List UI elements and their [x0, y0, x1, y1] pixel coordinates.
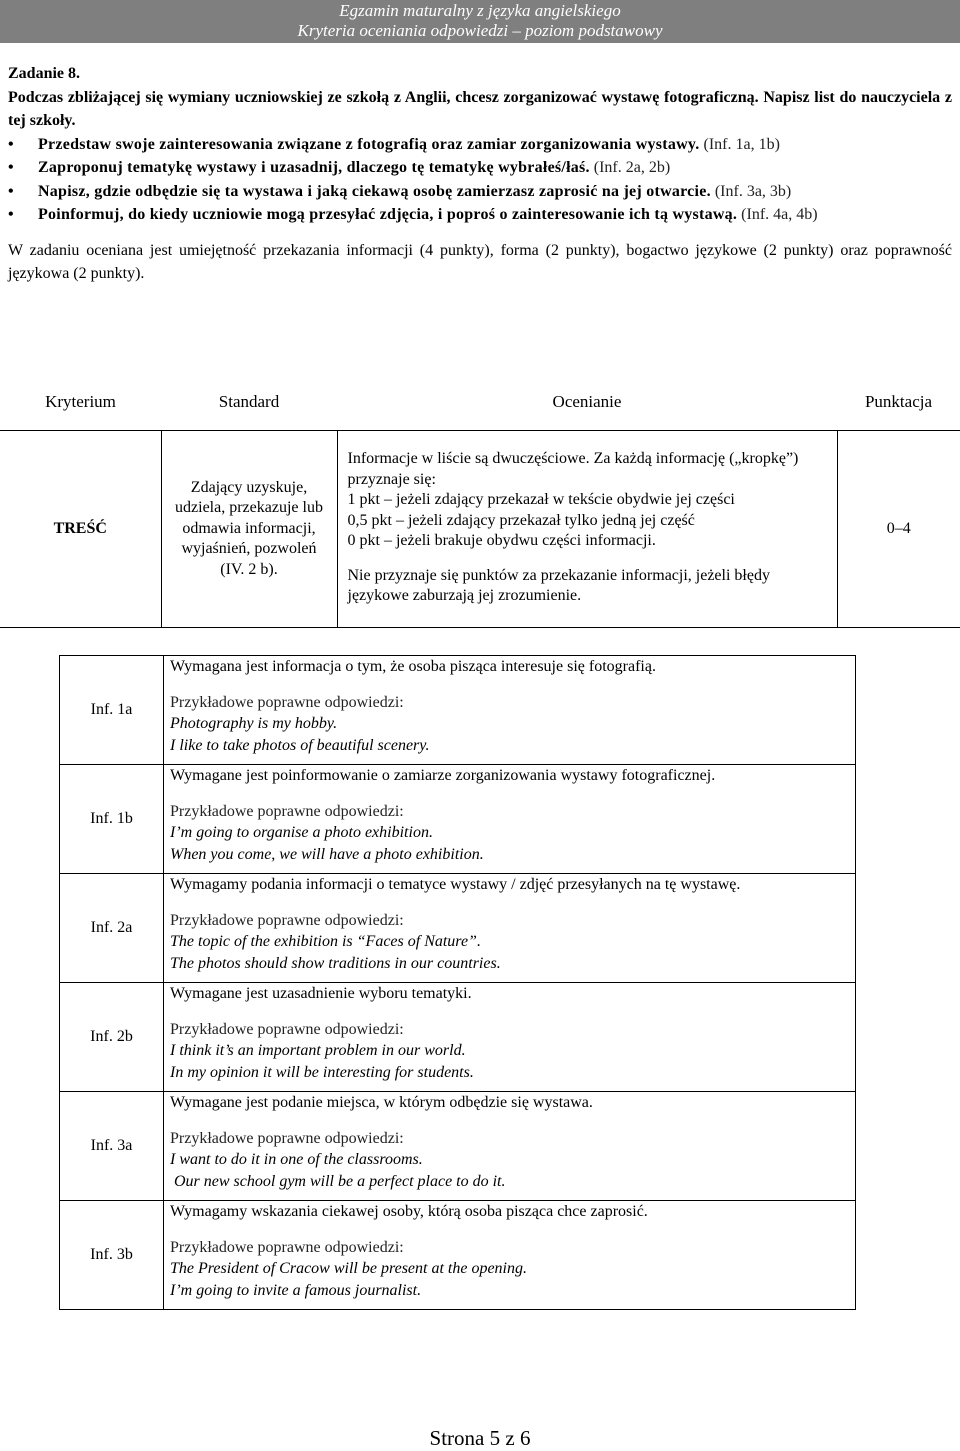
header-ocenianie: Ocenianie: [337, 374, 837, 431]
example-row: [60, 765, 856, 874]
example-row: [60, 656, 856, 765]
task-bullet: [8, 156, 952, 180]
example-content: [164, 874, 856, 983]
sample-answer: Photography is my hobby.: [170, 715, 338, 733]
bullet-ref: (Inf. 2a, 2b): [593, 159, 671, 176]
bullet-ref: (Inf. 4a, 4b): [741, 206, 818, 223]
bullet-ref: (Inf. 1a, 1b): [703, 135, 780, 153]
sample-answer: I think it’s an important problem in our world.: [170, 1042, 466, 1060]
example-label: Inf. 3a: [60, 1092, 164, 1201]
examples-table: [59, 655, 856, 1310]
rule-line: Informacje w liście są dwuczęściowe. Za każdą informację („kropkę”) przyznaje się:: [347, 450, 799, 488]
bullet-icon: •: [8, 135, 14, 153]
sample-answer: I like to take photos of beautiful scenery.: [170, 737, 430, 755]
task-bullet: [8, 180, 952, 204]
spacer: [170, 1223, 849, 1237]
sample-answer: I’m going to invite a famous journalist.: [170, 1282, 422, 1300]
spacer: [170, 1005, 849, 1019]
example-requirement: Wymagane jest podanie miejsca, w którym odbędzie się wystawa.: [170, 1094, 593, 1111]
example-content: [164, 656, 856, 765]
task-title: Zadanie 8.: [8, 65, 81, 82]
example-requirement: Wymagana jest informacja o tym, że osoba pisząca interesuje się fotografią.: [170, 658, 656, 675]
sample-answers-label: Przykładowe poprawne odpowiedzi:: [170, 1238, 404, 1256]
page-number: Strona 5 z 6: [429, 1426, 531, 1450]
task-bullet: [8, 203, 952, 227]
example-requirement: Wymagane jest uzasadnienie wyboru tematyki.: [170, 985, 472, 1002]
example-row: [60, 983, 856, 1092]
sample-answer: The photos should show traditions in our countries.: [170, 955, 501, 973]
task-bullet-list: [8, 133, 952, 227]
task-scoring-summary: W zadaniu oceniana jest umiejętność przekazania informacji (4 punkty), forma (2 punkty), bogactwo językowe (2 punkty) oraz poprawność językowa (2 punkty).: [8, 241, 952, 282]
header-punktacja: Punktacja: [837, 374, 960, 431]
sample-answer: When you come, we will have a photo exhibition.: [170, 846, 484, 864]
example-requirement: Wymagane jest poinformowanie o zamiarze zorganizowania wystawy fotograficznej.: [170, 767, 716, 784]
example-content: [164, 765, 856, 874]
criteria-row: [0, 431, 960, 628]
sample-answer: Our new school gym will be a perfect place to do it.: [170, 1173, 506, 1191]
sample-answer: I want to do it in one of the classrooms.: [170, 1151, 423, 1169]
spacer: [348, 552, 829, 566]
sample-answers-label: Przykładowe poprawne odpowiedzi:: [170, 911, 404, 929]
header-standard: Standard: [161, 374, 337, 431]
sample-answers-label: Przykładowe poprawne odpowiedzi:: [170, 693, 404, 711]
bullet-icon: •: [8, 182, 14, 200]
standard-cell: Zdający uzyskuje, udziela, przekazuje lub odmawia informacji, wyjaśnień, pozwoleń (IV. 2 b).: [161, 431, 337, 628]
bullet-text: Napisz, gdzie odbędzie się ta wystawa i jaką ciekawą osobę zamierzasz zaprosić na jej otwarcie.: [38, 182, 711, 200]
rule-note: Nie przyznaje się punktów za przekazanie informacji, jeżeli błędy językowe zaburzają jej zrozumienie.: [347, 566, 770, 605]
sample-answer: I’m going to organise a photo exhibition.: [170, 824, 433, 842]
rule-line: 0,5 pkt – jeżeli zdający przekazał tylko jedną jej część: [347, 511, 695, 529]
spacer: [170, 1114, 849, 1128]
example-requirement: Wymagamy podania informacji o tematyce wystawy / zdjęć przesyłanych na tę wystawę.: [170, 876, 741, 893]
example-label: Inf. 2a: [60, 874, 164, 983]
sample-answer: The President of Cracow will be present at the opening.: [170, 1260, 527, 1278]
example-row: [60, 1201, 856, 1310]
task-intro: Podczas zbliżającej się wymiany uczniowskiej ze szkołą z Anglii, chcesz zorganizować wystawę fotograficzną. Napisz list do nauczyciela z tej szkoły.: [8, 88, 952, 129]
points-cell: 0–4: [837, 431, 960, 628]
example-label: Inf. 1a: [60, 656, 164, 765]
criterion-cell: TREŚĆ: [0, 431, 161, 628]
sample-answer: In my opinion it will be interesting for students.: [170, 1064, 474, 1082]
bullet-text: Zaproponuj tematykę wystawy i uzasadnij, dlaczego tę tematykę wybrałeś/łaś.: [38, 159, 590, 176]
example-label: Inf. 2b: [60, 983, 164, 1092]
header-kryterium: Kryterium: [0, 374, 161, 431]
task-bullet: [8, 133, 952, 157]
rule-line: 1 pkt – jeżeli zdający przekazał w tekście obydwie jej części: [347, 491, 735, 509]
header-criteria-subtitle: Kryteria oceniania odpowiedzi – poziom podstawowy: [297, 21, 663, 40]
bullet-text: Poinformuj, do kiedy uczniowie mogą przesyłać zdjęcia, i poproś o zainteresowanie ich tą wystawą.: [38, 206, 738, 223]
task-section: [8, 62, 952, 286]
example-content: [164, 983, 856, 1092]
criteria-table: [0, 374, 960, 628]
example-content: [164, 1092, 856, 1201]
criteria-header-row: [0, 374, 960, 431]
bullet-text: Przedstaw swoje zainteresowania związane z fotografią oraz zamiar zorganizowania wystawy.: [38, 135, 700, 153]
header-exam-title: Egzamin maturalny z języka angielskiego: [339, 1, 621, 20]
spacer: [170, 678, 849, 692]
spacer: [170, 787, 849, 801]
example-requirement: Wymagamy wskazania ciekawej osoby, którą osoba pisząca chce zaprosić.: [170, 1203, 648, 1220]
bullet-icon: •: [8, 159, 14, 176]
example-row: [60, 1092, 856, 1201]
sample-answers-label: Przykładowe poprawne odpowiedzi:: [170, 1020, 404, 1038]
rule-line: 0 pkt – jeżeli brakuje obydwu części informacji.: [347, 532, 656, 550]
example-label: Inf. 1b: [60, 765, 164, 874]
example-row: [60, 874, 856, 983]
example-label: Inf. 3b: [60, 1201, 164, 1310]
sample-answer: The topic of the exhibition is “Faces of Nature”.: [170, 933, 481, 951]
sample-answers-label: Przykładowe poprawne odpowiedzi:: [170, 802, 404, 820]
sample-answers-label: Przykładowe poprawne odpowiedzi:: [170, 1129, 404, 1147]
bullet-ref: (Inf. 3a, 3b): [714, 182, 792, 200]
page-header: [0, 0, 960, 43]
bullet-icon: •: [8, 206, 14, 223]
rules-cell: [337, 431, 837, 628]
example-content: [164, 1201, 856, 1310]
spacer: [170, 896, 849, 910]
